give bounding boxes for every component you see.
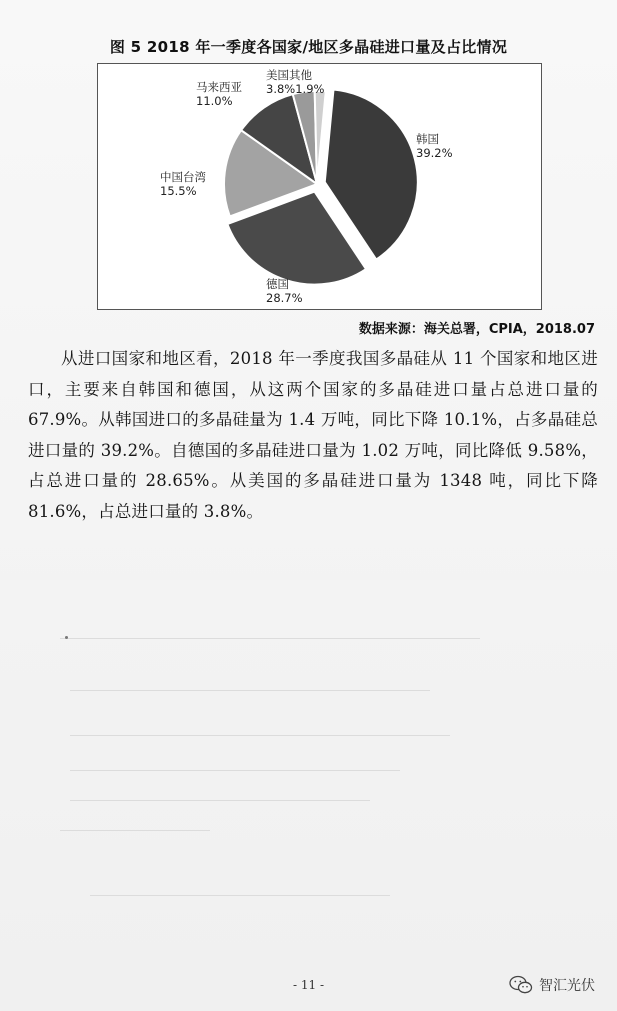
figure-title: 图 5 2018 年一季度各国家/地区多晶硅进口量及占比情况	[109, 38, 508, 56]
scan-speck	[65, 636, 68, 639]
label-usa-name: 美国	[266, 68, 289, 82]
data-source: 数据来源：海关总署，CPIA，2018.07	[358, 322, 595, 337]
watermark-text: 智汇光伏	[539, 978, 595, 994]
show-through-line	[70, 690, 430, 691]
show-through-line	[90, 895, 390, 896]
label-germany-name: 德国	[266, 277, 289, 291]
show-through-line	[60, 638, 480, 639]
watermark	[509, 975, 595, 995]
pie-slice-5	[315, 91, 326, 184]
label-taiwan-value: 15.5%	[160, 184, 197, 198]
show-through-line	[70, 800, 370, 801]
label-taiwan	[160, 170, 206, 198]
label-malaysia-value: 11.0%	[196, 94, 233, 108]
wechat-icon	[509, 975, 533, 995]
page-number: - 11 -	[292, 978, 324, 992]
show-through-line	[70, 770, 400, 771]
label-korea	[416, 132, 453, 160]
label-malaysia-name: 马来西亚	[196, 80, 242, 94]
label-germany	[266, 277, 303, 305]
label-malaysia	[196, 80, 242, 108]
label-usa-others-values	[266, 82, 324, 96]
label-korea-value: 39.2%	[416, 146, 453, 160]
label-germany-value: 28.7%	[266, 291, 303, 305]
pie-chart-frame	[97, 63, 542, 310]
label-others-name: 其他	[289, 68, 312, 82]
show-through-line	[70, 735, 450, 736]
label-usa-value: 3.8%	[266, 82, 296, 96]
show-through-line	[60, 830, 210, 831]
label-korea-name: 韩国	[416, 132, 439, 146]
label-others-value: 1.9%	[295, 82, 325, 96]
body-paragraph: 从进口国家和地区看，2018 年一季度我国多晶硅从 11 个国家和地区进口，主要来自韩国和德国，从这两个国家的多晶硅进口量占总进口量的 67.9%。从韩国进口的多晶硅量为 1.4 万吨，同比下降 10.1%，占多晶硅总进口量的 39.2%。自德国的多晶硅进口量为 1.02 万吨，同比降低 9.58%，占总进口量的 28.65%。从美国的多晶硅进口量为 1348 吨，同比下降 81.6%，占总进口量的 3.8%。	[28, 349, 598, 521]
label-taiwan-name: 中国台湾	[160, 170, 206, 184]
label-usa-others	[266, 68, 324, 96]
label-usa-others-names	[266, 68, 324, 82]
